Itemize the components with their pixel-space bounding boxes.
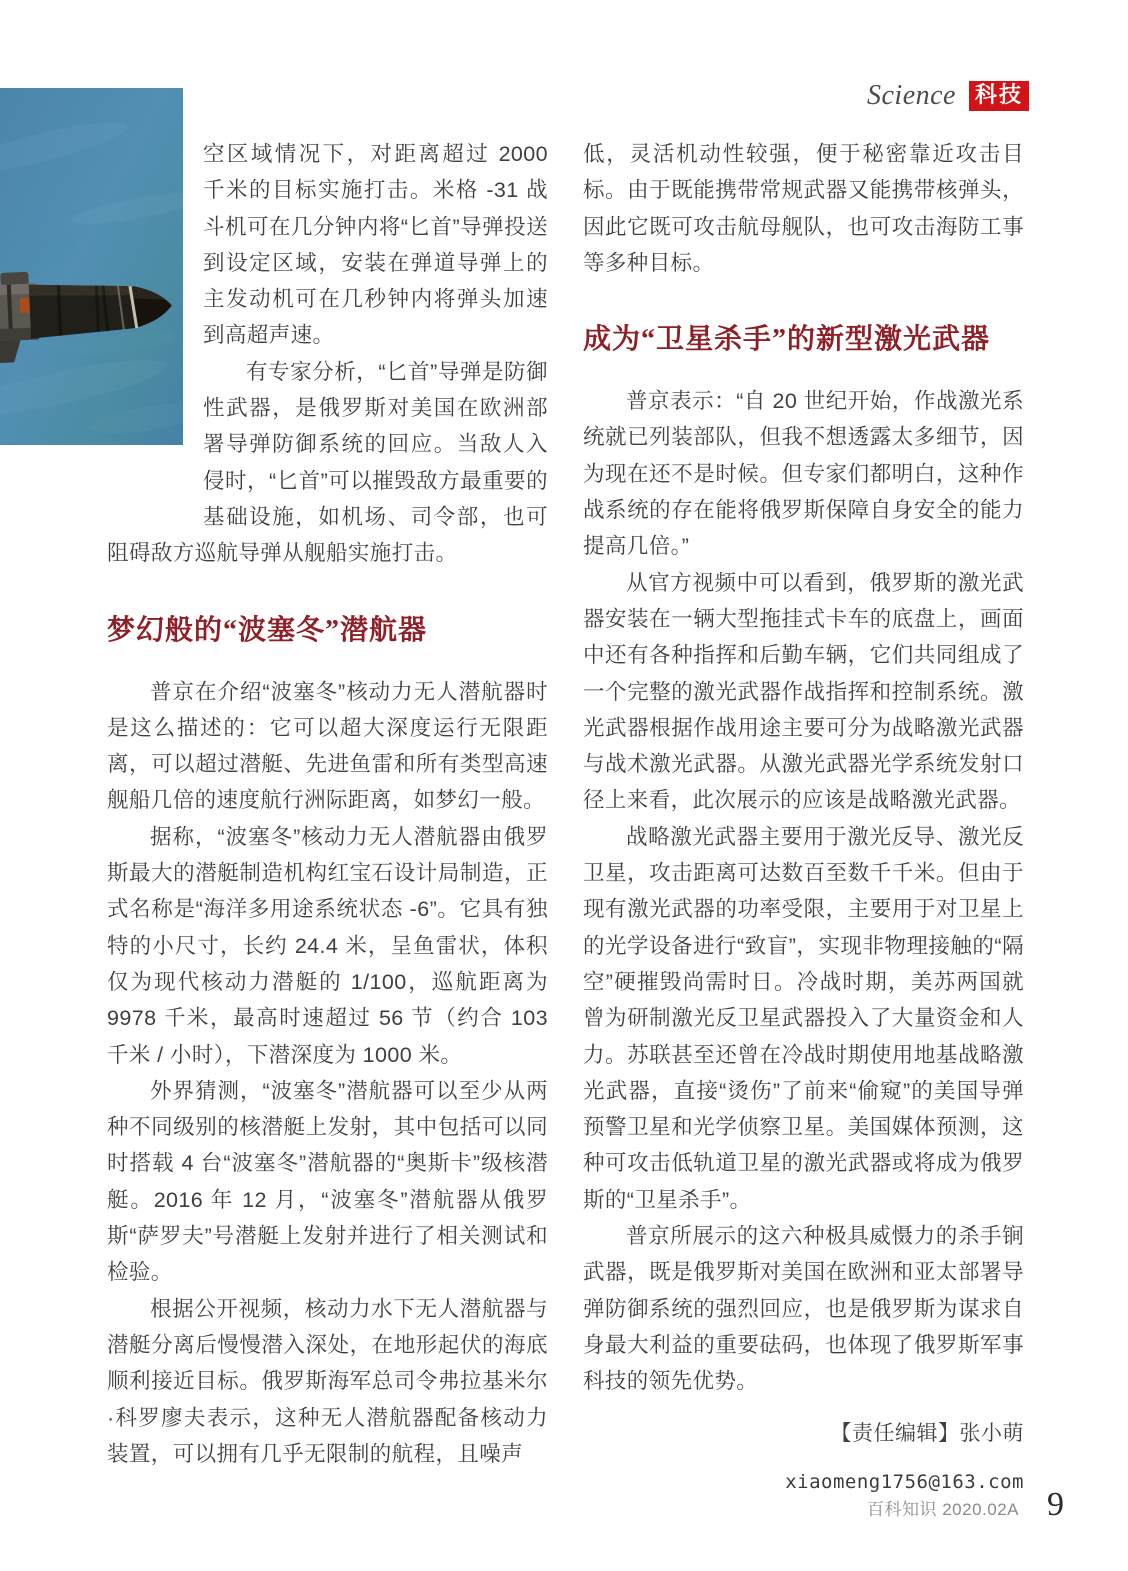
left-column xyxy=(107,136,548,1500)
text-wrap-spacer xyxy=(107,136,203,499)
paragraph: 有专家分析，“匕首”导弹是防御性武器，是俄罗斯对美国在欧洲部署导弹防御系统的回应。当敌人入侵时，“匕首”可以摧毁敌方最重要的基础设施，如机场、司令部，也可阻碍敌方巡航导弹从舰船实施打击。 xyxy=(107,359,548,566)
section-heading-laser: 成为“卫星杀手”的新型激光武器 xyxy=(583,324,991,356)
paragraph: 普京表示：“自 20 世纪开始，作战激光系统就已列装部队，但我不想透露太多细节，因为现在还不是时候。但专家们都明白，这种作战系统的存在能将俄罗斯保障自身安全的能力提高几倍。” xyxy=(583,389,1024,559)
paragraph: 空区域情况下，对距离超过 2000 千米的目标实施打击。米格 -31 战斗机可在几分钟内将“匕首”导弹投送到设定区域，安装在弹道导弹上的主发动机可在几秒钟内将弹头加速到高超声速。 xyxy=(203,142,548,348)
page-header xyxy=(867,80,1029,112)
paragraph: 普京所展示的这六种极具威慑力的杀手锏武器，既是俄罗斯对美国在欧洲和亚太部署导弹防御系统的强烈回应，也是俄罗斯为谋求自身最大利益的重要砝码，也体现了俄罗斯军事科技的领先优势。 xyxy=(583,1224,1024,1394)
article-body xyxy=(107,136,1025,1500)
magazine-issue: 百科知识 2020.02A xyxy=(866,1500,1019,1519)
paragraph: 根据公开视频，核动力水下无人潜航器与潜艇分离后慢慢潜入深处，在地形起伏的海底顺利接近目标。俄罗斯海军总司令弗拉基米尔·科罗廖夫表示，这种无人潜航器配备核动力装置，可以拥有几乎无限制的航程，且噪声 xyxy=(107,1296,548,1466)
right-column xyxy=(583,136,1024,1500)
section-title-english: Science xyxy=(866,80,956,111)
page-number: 9 xyxy=(1047,1486,1064,1523)
paragraph: 普京在介绍“波塞冬”核动力无人潜航器时是这么描述的：它可以超大深度运行无限距离，可以超过潜艇、先进鱼雷和所有类型高速舰船几倍的速度航行洲际距离，如梦幻一般。 xyxy=(107,679,548,813)
paragraph: 战略激光武器主要用于激光反导、激光反卫星，攻击距离可达数百至数千千米。但由于现有激光武器的功率受限，主要用于对卫星上的光学设备进行“致盲”，实现非物理接触的“隔空”硬摧毁尚需时日。冷战时期，美苏两国就曾为研制激光反卫星武器投入了大量资金和人力。苏联甚至还曾在冷战时期使用地基战略激光武器，直接“烫伤”了前来“偷窥”的美国导弹预警卫星和光学侦察卫星。美国媒体预测，这种可攻击低轨道卫星的激光武器或将成为俄罗斯的“卫星杀手”。 xyxy=(583,824,1024,1212)
page-footer xyxy=(867,1486,1064,1524)
section-tag-badge: 科技 xyxy=(969,81,1029,110)
paragraph: 低，灵活机动性较强，便于秘密靠近攻击目标。由于既能携带常规武器又能携带核弹头，因此它既可攻击航母舰队，也可攻击海防工事等多种目标。 xyxy=(583,142,1024,275)
section-heading-poseidon: 梦幻般的“波塞冬”潜航器 xyxy=(107,614,428,646)
paragraph: 据称，“波塞冬”核动力无人潜航器由俄罗斯最大的潜艇制造机构红宝石设计局制造，正式名称是“海洋多用途系统状态 -6”。它具有独特的小尺寸，长约 24.4 米，呈鱼雷状，体积仅为现代核动力潜艇的 1/100，巡航距离为 9978 千米，最高时速超过 56 节（约合 103 千米 / 小时），下潜深度为 1000 米。 xyxy=(107,824,548,1067)
editor-credit: 【责任编辑】张小萌 xyxy=(830,1421,1024,1445)
editor-email: xiaomeng1756@163.com xyxy=(785,1470,1024,1493)
paragraph: 外界猜测，“波塞冬”潜航器可以至少从两种不同级别的核潜艇上发射，其中包括可以同时搭载 4 台“波塞冬”潜航器的“奥斯卡”级核潜艇。2016 年 12 月，“波塞冬”潜航器从俄罗斯“萨罗夫”号潜艇上发射并进行了相关测试和检验。 xyxy=(107,1078,548,1285)
paragraph: 从官方视频中可以看到，俄罗斯的激光武器安装在一辆大型拖挂式卡车的底盘上，画面中还有各种指挥和后勤车辆，它们共同组成了一个完整的激光武器作战指挥和控制系统。激光武器根据作战用途主要可分为战略激光武器与战术激光武器。从激光武器光学系统发射口径上来看，此次展示的应该是战略激光武器。 xyxy=(583,570,1024,813)
